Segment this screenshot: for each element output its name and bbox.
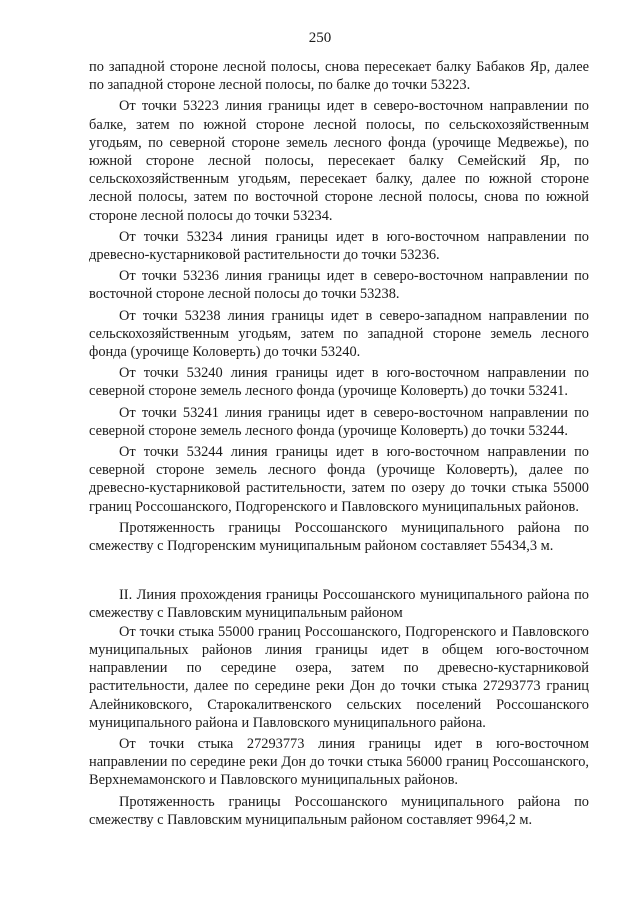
paragraph-total-length: Протяженность границы Россошанского муниципального района по смежеству с Подгоренским муниципальным районом составляет 55434,3 м.	[89, 519, 589, 555]
paragraph: От точки 53241 линия границы идет в северо-восточном направлении по северной стороне земель лесного фонда (урочище Коловерть) до точки 53244.	[89, 404, 589, 439]
paragraph: От точки 53240 линия границы идет в юго-восточном направлении по северной стороне земель лесного фонда (урочище Коловерть) до точки 53241.	[89, 365, 589, 400]
paragraph: От точки стыка 55000 границ Россошанского, Подгоренского и Павловского муниципальных районов линия границы идет в общем юго-восточном направлении по середине озера, затем по древесно-кустарниковой растительности, далее по середине реки Дон до точки стыка 27293773 границ Алейниковского, Старокалитвенского сельских поселений Россошанского муниципального района и Павловского муниципального района.	[89, 623, 589, 731]
paragraph: От точки 53238 линия границы идет в северо-западном направлении по сельскохозяйственным угодьям, затем по западной стороне земель лесного фонда (урочище Коловерть) до точки 53240.	[89, 307, 589, 361]
paragraph: От точки 53244 линия границы идет в юго-восточном направлении по северной стороне земель лесного фонда (урочище Коловерть), далее по древесно-кустарниковой растительности, затем по озеру до точки стыка 55000 границ Россошанского, Подгоренского и Павловского муниципальных районов.	[89, 444, 589, 515]
document-body	[89, 58, 589, 832]
paragraph: От точки 53223 линия границы идет в северо-восточном направлении по балке, затем по южной стороне лесной полосы, по сельскохозяйственным угодьям, по северной стороне земель лесного фонда (урочище Медвежье), по южной стороне лесной полосы, пересекает балку Семейский Яр, по сельскохозяйственным угодьям, пересекает балку, далее по южной стороне лесной полосы, затем по восточной стороне лесной полосы, снова по южной стороне лесной полосы до точки 53234.	[89, 98, 589, 224]
paragraph: От точки 53234 линия границы идет в юго-восточном направлении по древесно-кустарниковой растительности до точки 53236.	[89, 228, 589, 264]
paragraph: От точки 53236 линия границы идет в северо-восточном направлении по восточной стороне лесной полосы до точки 53238.	[89, 268, 589, 303]
section-heading: II. Линия прохождения границы Россошанского муниципального района по смежеству с Павловским муниципальным районом	[89, 587, 589, 622]
paragraph-continuation: по западной стороне лесной полосы, снова пересекает балку Бабаков Яр, далее по западной стороне лесной полосы, по балке до точки 53223.	[89, 59, 589, 94]
page-number: 250	[308, 30, 332, 46]
paragraph-total-length: Протяженность границы Россошанского муниципального района по смежеству с Павловским муниципальным районом составляет 9964,2 м.	[89, 793, 589, 828]
section-spacer	[89, 558, 589, 586]
paragraph: От точки стыка 27293773 линия границы идет в юго-восточном направлении по середине реки Дон до точки стыка 56000 границ Россошанского, Верхнемамонского и Павловского муниципальных районов.	[89, 735, 589, 789]
